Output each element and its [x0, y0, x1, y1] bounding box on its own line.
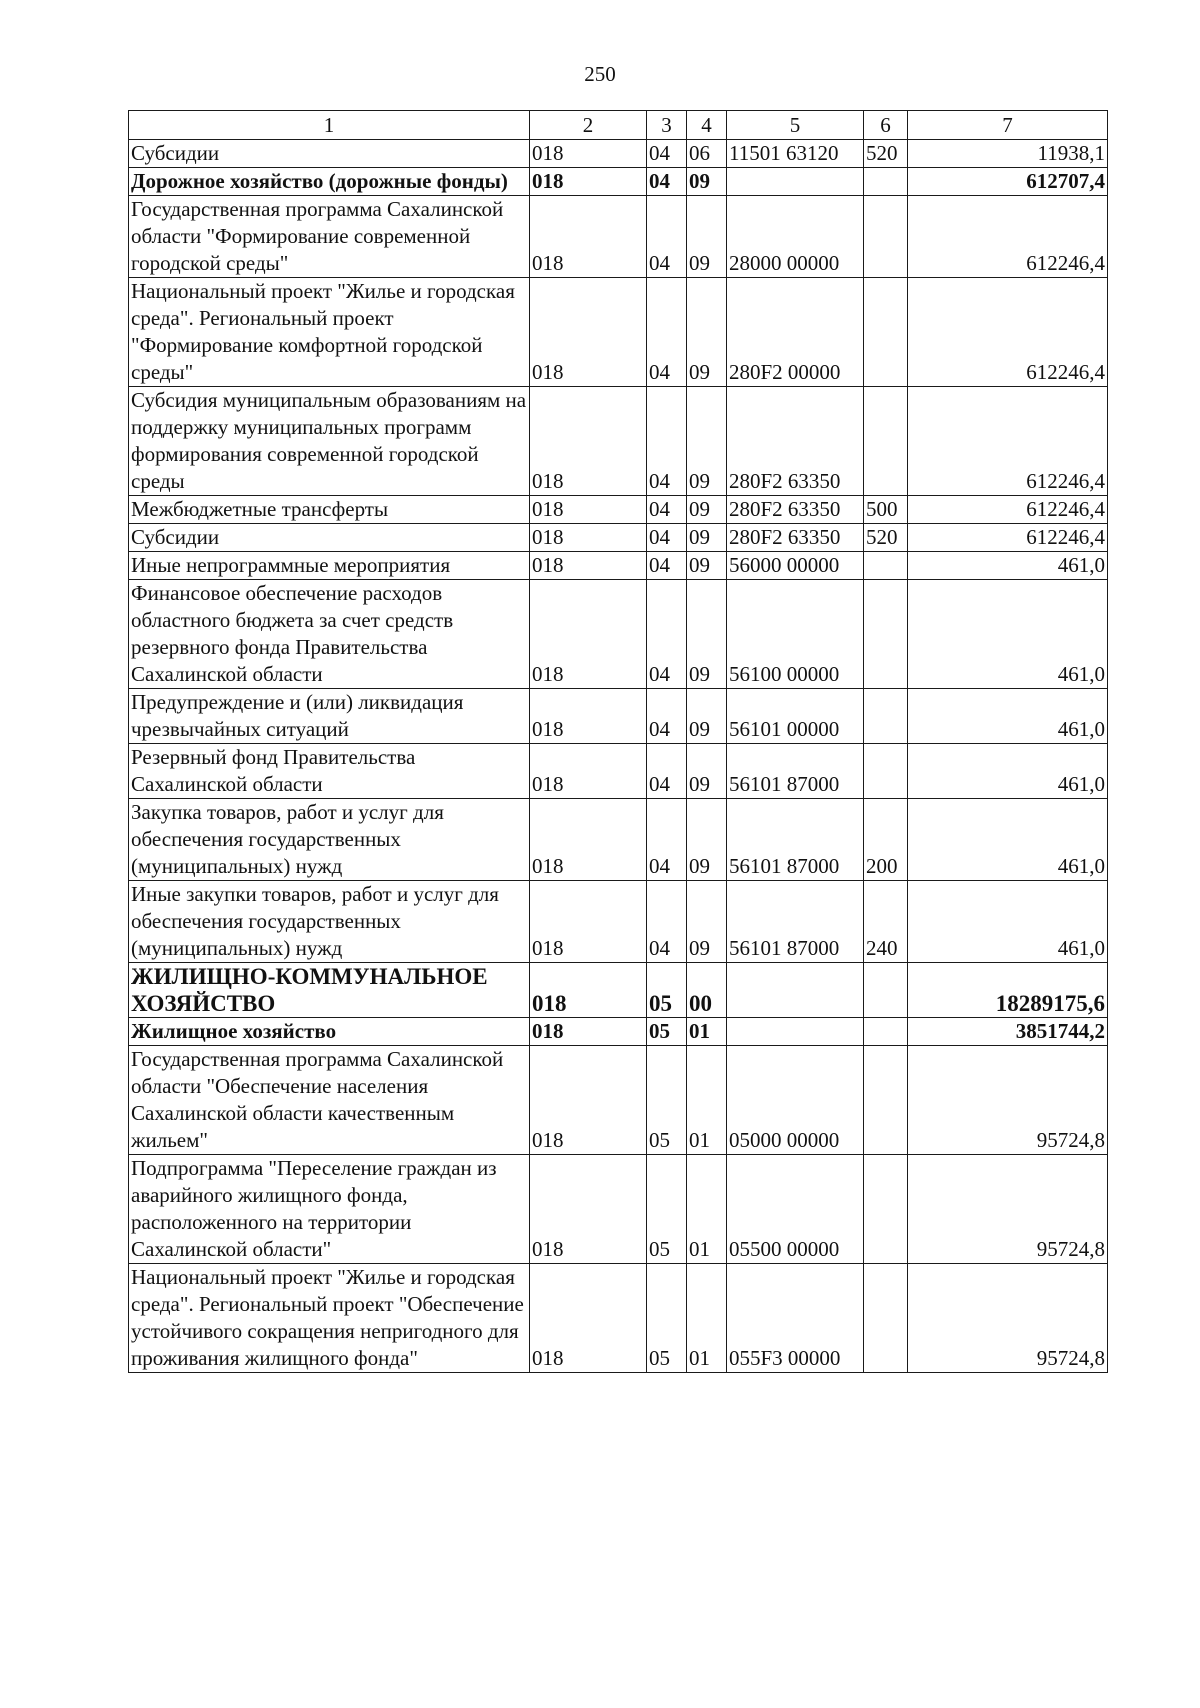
ministry-code-cell: 018: [530, 963, 647, 1018]
amount-cell: 461,0: [908, 689, 1108, 744]
amount-cell: 612246,4: [908, 278, 1108, 387]
table-row: [129, 140, 1108, 168]
item-name-cell: Дорожное хозяйство (дорожные фонды): [129, 168, 530, 196]
target-article-cell: [727, 963, 864, 1018]
subsection-code-cell: 09: [687, 496, 727, 524]
subsection-code-cell: 06: [687, 140, 727, 168]
ministry-code-cell: 018: [530, 1018, 647, 1046]
expense-type-cell: [864, 552, 908, 580]
section-code-cell: 05: [647, 1046, 687, 1155]
item-name-cell: Закупка товаров, работ и услуг для обеспечения государственных (муниципальных) нужд: [129, 799, 530, 881]
target-article-cell: 280F2 63350: [727, 524, 864, 552]
ministry-code-cell: 018: [530, 552, 647, 580]
subsection-code-cell: 09: [687, 196, 727, 278]
table-row: [129, 196, 1108, 278]
table-row: [129, 1018, 1108, 1046]
section-code-cell: 04: [647, 881, 687, 963]
ministry-code-cell: 018: [530, 387, 647, 496]
subsection-code-cell: 09: [687, 799, 727, 881]
item-name-cell: Национальный проект "Жилье и городская среда". Региональный проект "Формирование комфортной городской среды": [129, 278, 530, 387]
table-row: [129, 168, 1108, 196]
ministry-code-cell: 018: [530, 1155, 647, 1264]
item-name-cell: Иные закупки товаров, работ и услуг для обеспечения государственных (муниципальных) нужд: [129, 881, 530, 963]
section-code-cell: 05: [647, 1155, 687, 1264]
section-code-cell: 04: [647, 387, 687, 496]
amount-cell: 461,0: [908, 881, 1108, 963]
ministry-code-cell: 018: [530, 881, 647, 963]
ministry-code-cell: 018: [530, 744, 647, 799]
ministry-code-cell: 018: [530, 168, 647, 196]
amount-cell: 461,0: [908, 580, 1108, 689]
target-article-cell: 280F2 00000: [727, 278, 864, 387]
target-article-cell: 56101 87000: [727, 881, 864, 963]
subsection-code-cell: 00: [687, 963, 727, 1018]
amount-cell: 95724,8: [908, 1046, 1108, 1155]
item-name-cell: Государственная программа Сахалинской области "Обеспечение населения Сахалинской области качественным жильем": [129, 1046, 530, 1155]
table-row: [129, 1046, 1108, 1155]
section-code-cell: 05: [647, 963, 687, 1018]
subsection-code-cell: 01: [687, 1018, 727, 1046]
table-row: [129, 1155, 1108, 1264]
expense-type-cell: 500: [864, 496, 908, 524]
item-name-cell: Предупреждение и (или) ликвидация чрезвычайных ситуаций: [129, 689, 530, 744]
header-row: [129, 111, 1108, 140]
item-name-cell: Финансовое обеспечение расходов областного бюджета за счет средств резервного фонда Правительства Сахалинской области: [129, 580, 530, 689]
subsection-code-cell: 09: [687, 524, 727, 552]
section-code-cell: 04: [647, 799, 687, 881]
target-article-cell: 11501 63120: [727, 140, 864, 168]
target-article-cell: 280F2 63350: [727, 496, 864, 524]
target-article-cell: 05500 00000: [727, 1155, 864, 1264]
section-code-cell: 04: [647, 689, 687, 744]
subsection-code-cell: 09: [687, 387, 727, 496]
target-article-cell: 56100 00000: [727, 580, 864, 689]
target-article-cell: 05000 00000: [727, 1046, 864, 1155]
target-article-cell: [727, 1018, 864, 1046]
table-row: [129, 881, 1108, 963]
expense-type-cell: 240: [864, 881, 908, 963]
amount-cell: 18289175,6: [908, 963, 1108, 1018]
item-name-cell: Субсидии: [129, 140, 530, 168]
subsection-code-cell: 09: [687, 744, 727, 799]
item-name-cell: Межбюджетные трансферты: [129, 496, 530, 524]
section-code-cell: 04: [647, 278, 687, 387]
expense-type-cell: [864, 744, 908, 799]
ministry-code-cell: 018: [530, 140, 647, 168]
amount-cell: 612707,4: [908, 168, 1108, 196]
target-article-cell: 56101 87000: [727, 799, 864, 881]
table-row: [129, 524, 1108, 552]
expense-type-cell: [864, 196, 908, 278]
column-header: 3: [647, 111, 687, 140]
target-article-cell: 56101 87000: [727, 744, 864, 799]
section-code-cell: 04: [647, 496, 687, 524]
ministry-code-cell: 018: [530, 1264, 647, 1373]
amount-cell: 95724,8: [908, 1155, 1108, 1264]
column-header: 2: [530, 111, 647, 140]
table-row: [129, 580, 1108, 689]
amount-cell: 612246,4: [908, 524, 1108, 552]
budget-table: [128, 110, 1108, 1373]
target-article-cell: 055F3 00000: [727, 1264, 864, 1373]
amount-cell: 461,0: [908, 552, 1108, 580]
subsection-code-cell: 01: [687, 1155, 727, 1264]
table-row: [129, 744, 1108, 799]
amount-cell: 3851744,2: [908, 1018, 1108, 1046]
budget-table-body: [129, 111, 1108, 1373]
table-row: [129, 552, 1108, 580]
ministry-code-cell: 018: [530, 689, 647, 744]
section-code-cell: 04: [647, 140, 687, 168]
section-code-cell: 04: [647, 196, 687, 278]
expense-type-cell: [864, 278, 908, 387]
ministry-code-cell: 018: [530, 1046, 647, 1155]
section-code-cell: 04: [647, 524, 687, 552]
subsection-code-cell: 09: [687, 552, 727, 580]
item-name-cell: Жилищное хозяйство: [129, 1018, 530, 1046]
subsection-code-cell: 09: [687, 168, 727, 196]
column-header: 7: [908, 111, 1108, 140]
item-name-cell: Подпрограмма "Переселение граждан из аварийного жилищного фонда, расположенного на территории Сахалинской области": [129, 1155, 530, 1264]
item-name-cell: Субсидия муниципальным образованиям на поддержку муниципальных программ формирования современной городской среды: [129, 387, 530, 496]
section-code-cell: 05: [647, 1264, 687, 1373]
expense-type-cell: [864, 1046, 908, 1155]
column-header: 6: [864, 111, 908, 140]
expense-type-cell: [864, 580, 908, 689]
expense-type-cell: [864, 1155, 908, 1264]
subsection-code-cell: 01: [687, 1264, 727, 1373]
item-name-cell: Резервный фонд Правительства Сахалинской области: [129, 744, 530, 799]
column-header: 1: [129, 111, 530, 140]
amount-cell: 95724,8: [908, 1264, 1108, 1373]
expense-type-cell: [864, 963, 908, 1018]
subsection-code-cell: 09: [687, 689, 727, 744]
amount-cell: 461,0: [908, 799, 1108, 881]
amount-cell: 461,0: [908, 744, 1108, 799]
section-code-cell: 04: [647, 552, 687, 580]
expense-type-cell: [864, 1264, 908, 1373]
ministry-code-cell: 018: [530, 278, 647, 387]
item-name-cell: Государственная программа Сахалинской области "Формирование современной городской среды": [129, 196, 530, 278]
amount-cell: 612246,4: [908, 196, 1108, 278]
table-row: [129, 496, 1108, 524]
item-name-cell: Иные непрограммные мероприятия: [129, 552, 530, 580]
item-name-cell: ЖИЛИЩНО-КОММУНАЛЬНОЕ ХОЗЯЙСТВО: [129, 963, 530, 1018]
table-row: [129, 689, 1108, 744]
item-name-cell: Национальный проект "Жилье и городская среда". Региональный проект "Обеспечение устойчивого сокращения непригодного для проживания жилищного фонда": [129, 1264, 530, 1373]
table-row: [129, 278, 1108, 387]
section-code-cell: 04: [647, 744, 687, 799]
expense-type-cell: [864, 387, 908, 496]
amount-cell: 612246,4: [908, 387, 1108, 496]
section-code-cell: 04: [647, 580, 687, 689]
table-row: [129, 799, 1108, 881]
expense-type-cell: 520: [864, 140, 908, 168]
expense-type-cell: [864, 1018, 908, 1046]
subsection-code-cell: 09: [687, 580, 727, 689]
subsection-code-cell: 09: [687, 278, 727, 387]
ministry-code-cell: 018: [530, 196, 647, 278]
subsection-code-cell: 09: [687, 881, 727, 963]
amount-cell: 612246,4: [908, 496, 1108, 524]
expense-type-cell: [864, 689, 908, 744]
amount-cell: 11938,1: [908, 140, 1108, 168]
page-number: 250: [584, 62, 616, 86]
target-article-cell: 28000 00000: [727, 196, 864, 278]
target-article-cell: 56101 00000: [727, 689, 864, 744]
target-article-cell: 56000 00000: [727, 552, 864, 580]
ministry-code-cell: 018: [530, 496, 647, 524]
subsection-code-cell: 01: [687, 1046, 727, 1155]
target-article-cell: 280F2 63350: [727, 387, 864, 496]
ministry-code-cell: 018: [530, 580, 647, 689]
ministry-code-cell: 018: [530, 799, 647, 881]
ministry-code-cell: 018: [530, 524, 647, 552]
expense-type-cell: 520: [864, 524, 908, 552]
column-header: 5: [727, 111, 864, 140]
table-row: [129, 1264, 1108, 1373]
target-article-cell: [727, 168, 864, 196]
expense-type-cell: [864, 168, 908, 196]
section-code-cell: 05: [647, 1018, 687, 1046]
section-code-cell: 04: [647, 168, 687, 196]
expense-type-cell: 200: [864, 799, 908, 881]
table-row: [129, 387, 1108, 496]
item-name-cell: Субсидии: [129, 524, 530, 552]
table-row: [129, 963, 1108, 1018]
column-header: 4: [687, 111, 727, 140]
